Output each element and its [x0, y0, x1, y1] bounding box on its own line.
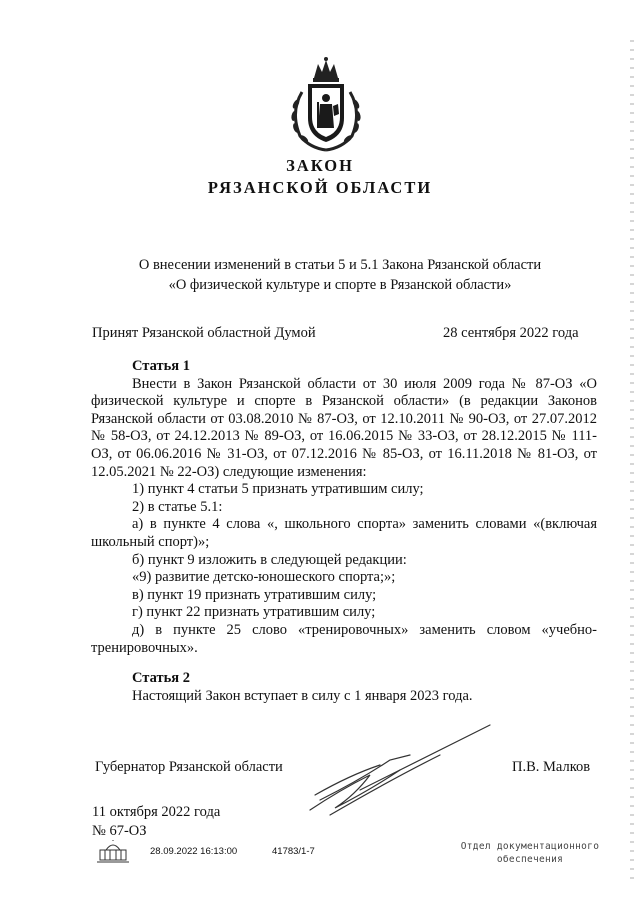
stamp-line2: обеспечения — [496, 854, 564, 865]
handwritten-signature — [300, 720, 500, 820]
article-2 — [91, 670, 597, 705]
article-1-item: б) пункт 9 изложить в следующей редакции: — [132, 551, 407, 568]
registration-number: 41783/1-7 — [272, 846, 315, 857]
document-title-line2: РЯЗАНСКОЙ ОБЛАСТИ — [207, 178, 433, 197]
article-1-intro: Внести в Закон Рязанской области от 30 июля 2009 года № 87-ОЗ «О физической культуре и спорте в Рязанской области» (в редакции Законов Рязанской области от 03.08.2010 № 87-ОЗ, от 12.10.2011 № 90-ОЗ, от 27.07.2012 № 58-ОЗ, от 24.12.2013 № 89-ОЗ, от 16.06.2015 № 33-ОЗ, от 28.12.2015 № 111-ОЗ, от 06.06.2016 № 31-ОЗ, от 07.12.2016 № 85-ОЗ, от 16.11.2018 № 81-ОЗ, от 12.05.2021 № 22-ОЗ) следующие изменения: — [91, 375, 597, 480]
article-1-item: а) в пункте 4 слова «, школьного спорта» заменить словами «(включая школьный спорт)»; — [91, 516, 597, 550]
governor-position: Губернатор Рязанской области — [95, 759, 283, 775]
department-stamp — [440, 840, 620, 866]
document-title-line1: ЗАКОН — [286, 156, 354, 175]
article-1-heading: Статья 1 — [132, 358, 190, 374]
duma-building-icon — [96, 840, 130, 866]
article-1-item: г) пункт 22 признать утратившим силу; — [132, 604, 376, 621]
article-1-item: 2) в статье 5.1: — [132, 498, 223, 515]
stamp-line1: Отдел документационного — [460, 841, 600, 852]
article-1-item: в) пункт 19 признать утратившим силу; — [132, 586, 377, 603]
article-1-item: д) в пункте 25 слово «тренировочных» заменить словом «учебно-тренировочных». — [91, 621, 597, 656]
adoption-date: 28 сентября 2022 года — [443, 325, 579, 341]
governor-name: П.В. Малков — [512, 759, 591, 775]
coat-of-arms-emblem — [284, 56, 368, 154]
scan-edge-marks — [630, 40, 634, 880]
law-number: № 67-ОЗ — [92, 823, 147, 839]
article-1-item: «9) развитие детско-юношеского спорта;»; — [132, 569, 396, 586]
law-date: 11 октября 2022 года — [92, 804, 221, 820]
article-1 — [91, 358, 597, 657]
article-2-heading: Статья 2 — [132, 670, 190, 686]
adopted-by: Принят Рязанской областной Думой — [92, 325, 316, 341]
law-subject-line2: «О физической культуре и спорте в Рязанской области» — [168, 277, 512, 293]
registration-timestamp: 28.09.2022 16:13:00 — [150, 846, 238, 857]
article-2-text: Настоящий Закон вступает в силу с 1 января 2023 года. — [132, 687, 473, 704]
article-1-item: 1) пункт 4 статьи 5 признать утратившим силу; — [132, 481, 424, 498]
law-subject-line1: О внесении изменений в статьи 5 и 5.1 Закона Рязанской области — [138, 257, 542, 273]
